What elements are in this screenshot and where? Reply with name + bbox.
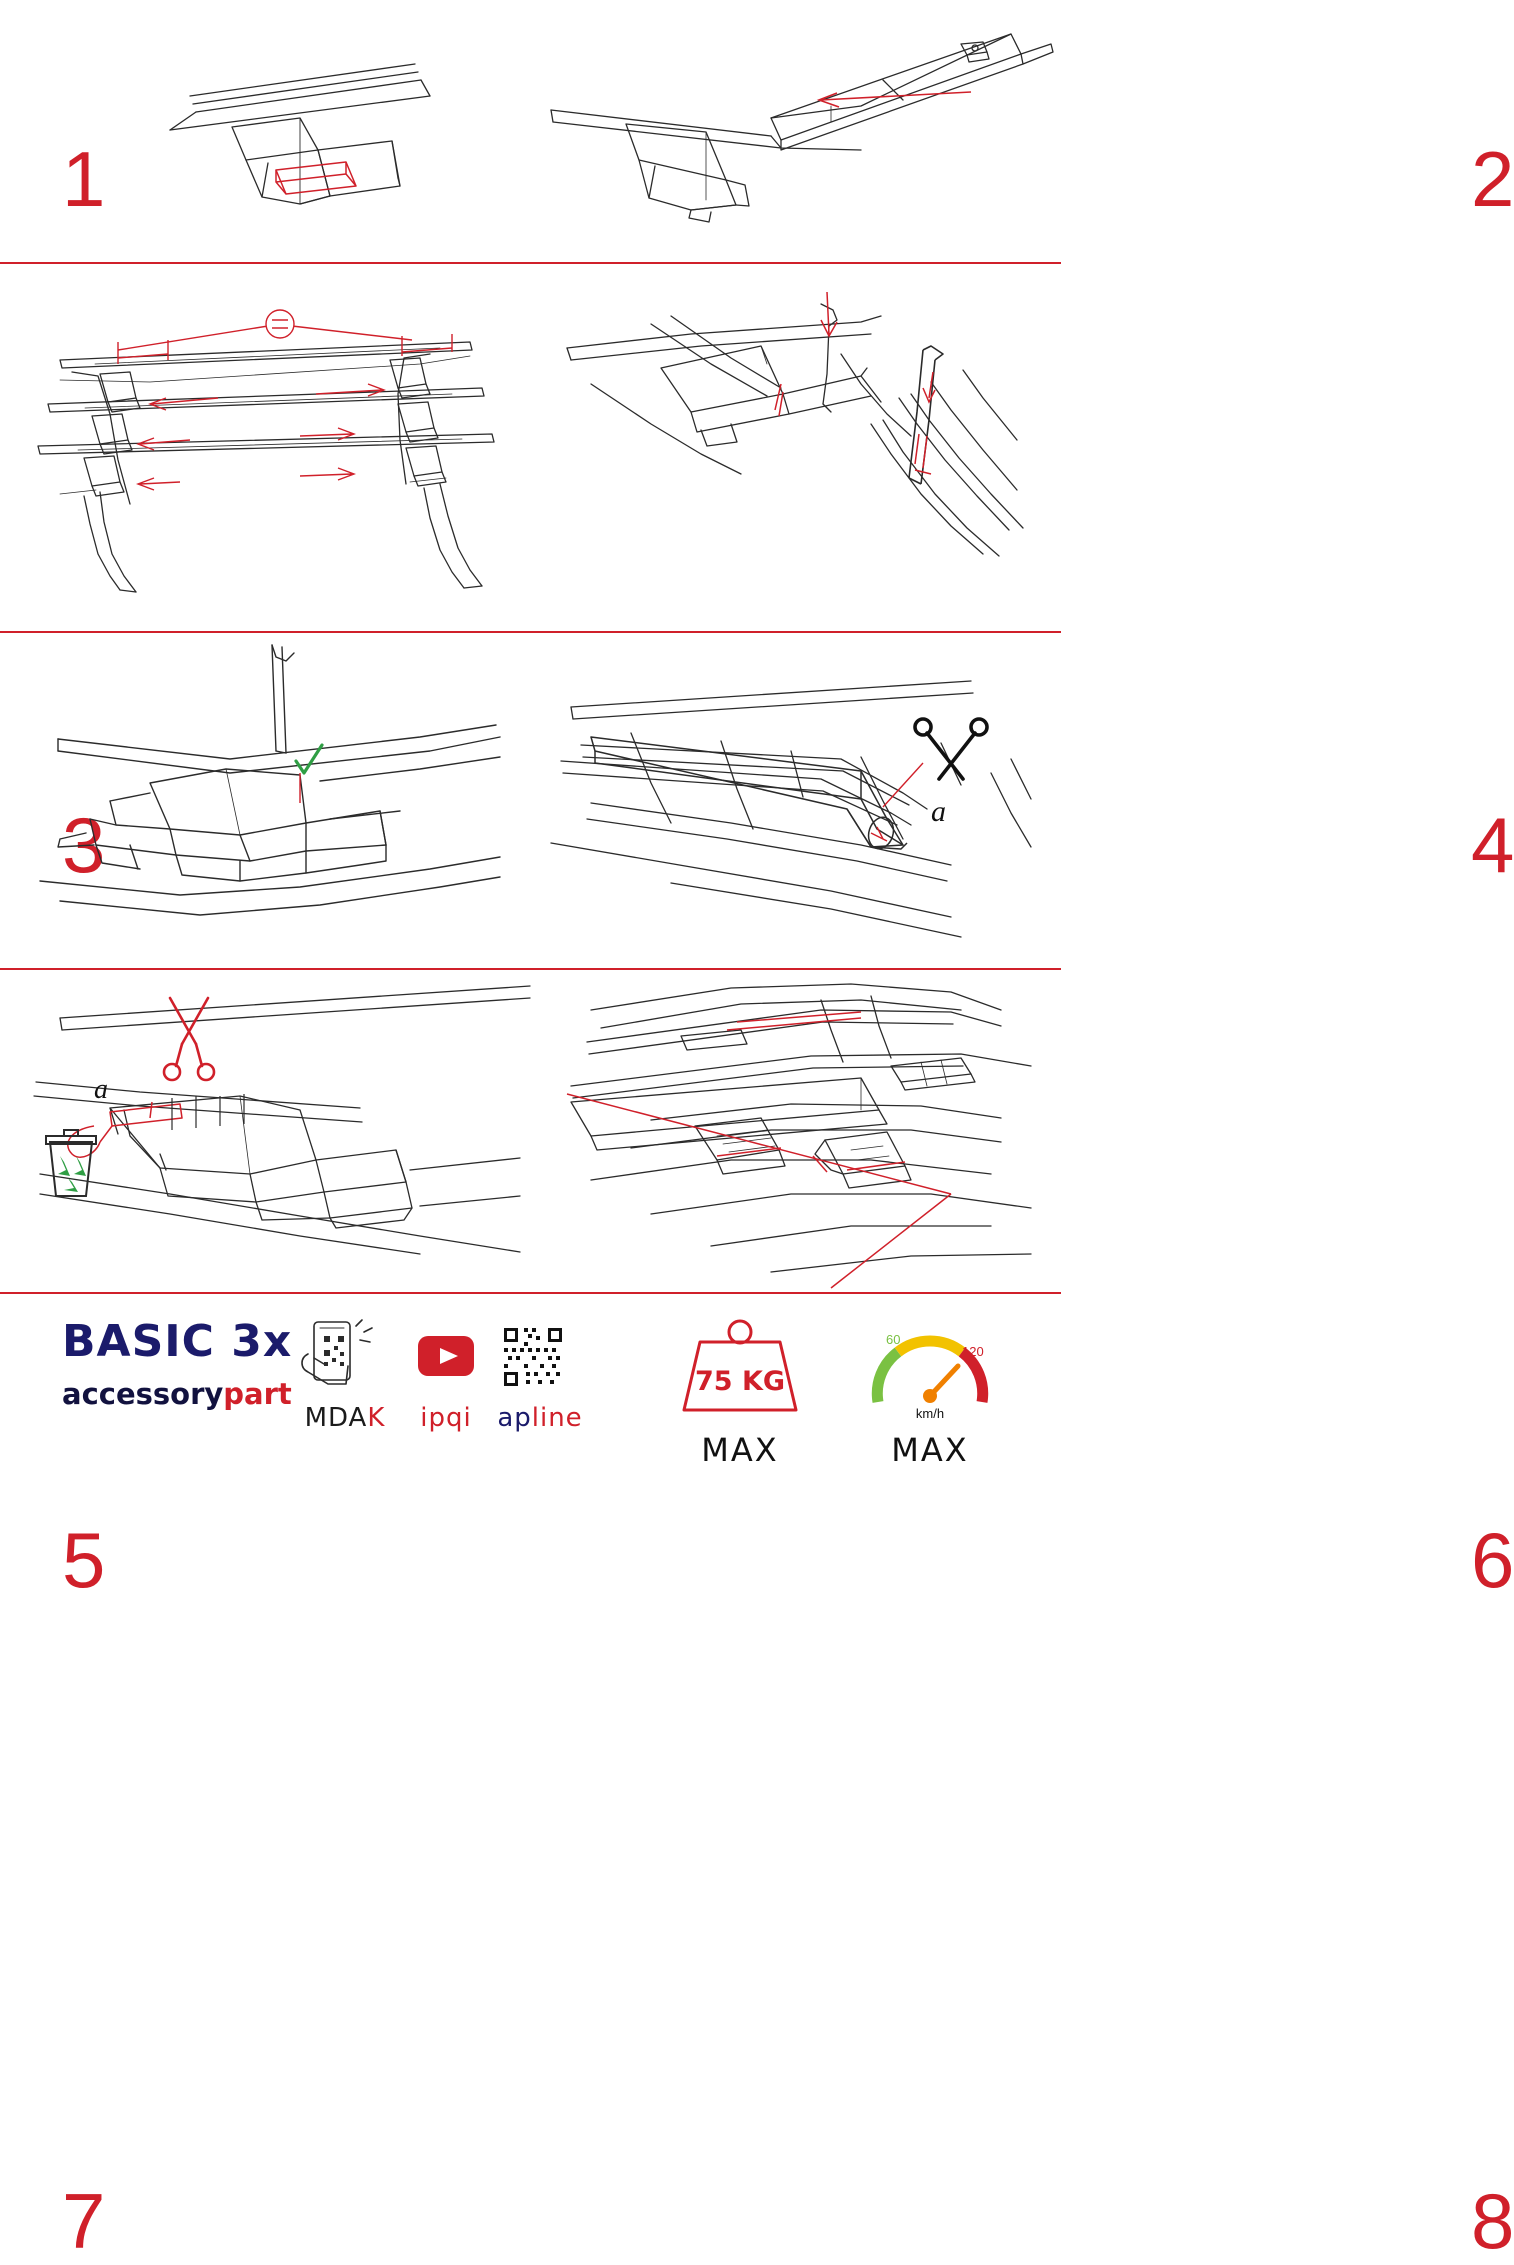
logo-apline-caption — [480, 1403, 600, 1433]
max-weight-label: MAX — [701, 1431, 779, 1469]
step-4-illustration — [531, 264, 1061, 631]
step-number-5: 5 — [62, 1516, 106, 1604]
product-title-suffix: x — [262, 1316, 293, 1367]
logo-apline-caption-right: line — [531, 1403, 583, 1433]
footer — [0, 1294, 1061, 1500]
step-number-4: 4 — [1471, 801, 1514, 889]
qr-code-icon — [480, 1318, 600, 1392]
step-panel-3 — [0, 264, 530, 889]
step-number-2: 2 — [1471, 135, 1514, 223]
step-8-illustration — [531, 970, 1061, 1292]
logo-mdak-caption — [290, 1403, 400, 1433]
max-weight-value: 75 KG — [694, 1366, 786, 1397]
step-number-7: 7 — [62, 2177, 106, 2265]
speedometer-icon — [850, 1310, 1010, 1422]
step-number-3: 3 — [62, 801, 106, 889]
label-a-step7: a — [94, 1074, 108, 1105]
step-7-illustration — [0, 970, 530, 1292]
product-title — [62, 1316, 312, 1367]
weight-icon — [660, 1310, 820, 1422]
step-2-illustration — [531, 0, 1061, 262]
brand-wordmark — [62, 1377, 312, 1411]
max-speed-block — [850, 1310, 1010, 1469]
logo-mdak[interactable] — [290, 1318, 400, 1433]
gauge-max-label: 120 — [962, 1344, 984, 1359]
step-panel-2 — [531, 0, 1514, 262]
step-number-1: 1 — [62, 135, 106, 223]
logo-apline-caption-left: ap — [497, 1403, 532, 1433]
step-5-illustration — [0, 633, 530, 968]
max-speed-label: MAX — [891, 1431, 969, 1469]
brand-word-right: part — [223, 1377, 292, 1411]
step-panel-1 — [0, 0, 530, 262]
logo-mdak-caption-right: K — [367, 1403, 386, 1433]
brand-word-left: accessory — [62, 1377, 224, 1411]
gauge-min-label: 60 — [886, 1332, 901, 1347]
step-panel-4 — [531, 264, 1514, 889]
hand-phone-qr-icon — [290, 1318, 400, 1392]
max-weight-block — [660, 1310, 820, 1469]
step-6-illustration — [531, 633, 1061, 968]
logo-ipqi-caption: ipqi — [420, 1403, 472, 1433]
step-number-6: 6 — [1471, 1516, 1514, 1604]
label-a-step6: a — [931, 795, 946, 828]
product-title-main: BASIC 3 — [62, 1316, 263, 1367]
step-3-illustration — [0, 264, 530, 631]
recycle-bin-icon — [46, 1130, 96, 1196]
logo-apline[interactable] — [480, 1318, 600, 1433]
logo-mdak-caption-left: MDA — [304, 1403, 368, 1433]
step-number-8: 8 — [1471, 2177, 1514, 2265]
brand-block — [62, 1316, 312, 1411]
gauge-unit-label: km/h — [915, 1406, 945, 1421]
